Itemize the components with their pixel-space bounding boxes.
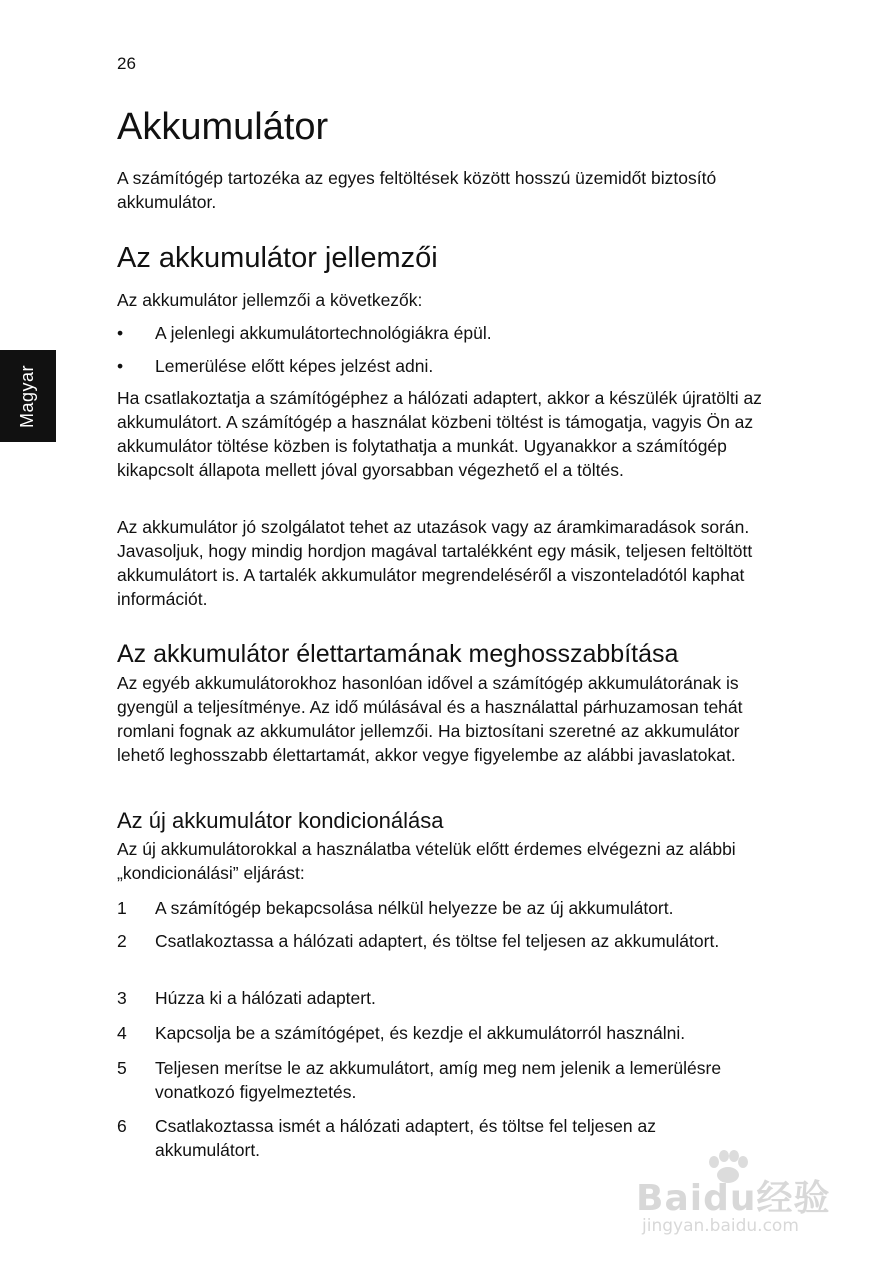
step-number: 6 bbox=[117, 1116, 127, 1136]
language-label: Magyar bbox=[17, 364, 38, 428]
bullet-marker: • bbox=[117, 323, 124, 343]
step-number: 1 bbox=[117, 898, 127, 918]
bullet-text: A jelenlegi akkumulátortechnológiákra épül. bbox=[155, 323, 492, 343]
page-number: 26 bbox=[117, 54, 136, 73]
section-heading-lifetime: Az akkumulátor élettartamának meghosszabbítása bbox=[117, 640, 679, 668]
step-text: Csatlakoztassa ismét a hálózati adaptert, és töltse fel teljesen az akkumulátort. bbox=[155, 1116, 656, 1160]
intro-paragraph: A számítógép tartozéka az egyes feltöltések között hosszú üzemidőt biztosító akkumulátor. bbox=[117, 168, 717, 212]
step-number: 4 bbox=[117, 1023, 127, 1043]
page-title: Akkumulátor bbox=[117, 106, 329, 148]
step-text: A számítógép bekapcsolása nélkül helyezze be az új akkumulátort. bbox=[155, 898, 674, 918]
watermark-logo: Baidu经验 bbox=[636, 1178, 831, 1219]
section-heading-features: Az akkumulátor jellemzői bbox=[117, 242, 438, 274]
step-text: Csatlakoztassa a hálózati adaptert, és töltse fel teljesen az akkumulátort. bbox=[155, 931, 720, 951]
step-text: Kapcsolja be a számítógépet, és kezdje el akkumulátorról használni. bbox=[155, 1023, 686, 1043]
baidu-watermark bbox=[636, 1150, 846, 1250]
step-number: 5 bbox=[117, 1058, 127, 1078]
language-side-tab bbox=[0, 350, 56, 442]
features-lead: Az akkumulátor jellemzői a következők: bbox=[117, 290, 423, 310]
step-number: 2 bbox=[117, 931, 127, 951]
step-text: Húzza ki a hálózati adaptert. bbox=[155, 988, 376, 1008]
watermark-url: jingyan.baidu.com bbox=[642, 1216, 799, 1236]
charging-paragraph: Ha csatlakoztatja a számítógéphez a hálózati adaptert, akkor a készülék újratölti az akkumulátort. A számítógép a használat közbeni töltést is támogatja, vagyis Ön az akkumulátor töltése közben is folytathatja a munkát. Ugyanakkor a számítógép kikapcsolt állapota mellett jóval gyorsabban végezhető el a töltés. bbox=[117, 388, 762, 480]
conditioning-lead: Az új akkumulátorokkal a használatba vételük előtt érdemes elvégezni az alábbi „kondicionálási” eljárást: bbox=[117, 839, 736, 883]
lifetime-paragraph: Az egyéb akkumulátorokhoz hasonlóan idővel a számítógép akkumulátorának is gyengül a teljesítménye. Az idő múlásával és a használattal párhuzamosan tehát romlani fognak az akkumulátor jellemzői. Ha biztosítani szeretné az akkumulátor lehető leghosszabb élettartamát, akkor vegye figyelembe az alábbi javaslatokat. bbox=[117, 673, 743, 765]
spare-battery-paragraph: Az akkumulátor jó szolgálatot tehet az utazások vagy az áramkimaradások során. Javasoljuk, hogy mindig hordjon magával tartalékként egy másik, teljesen feltöltött akkumulátort is. A tartalék akkumulátor megrendeléséről a viszonteladótól kaphat információt. bbox=[117, 517, 753, 609]
section-heading-conditioning: Az új akkumulátor kondicionálása bbox=[117, 808, 444, 833]
bullet-text: Lemerülése előtt képes jelzést adni. bbox=[155, 356, 434, 376]
step-number: 3 bbox=[117, 988, 127, 1008]
step-text: Teljesen merítse le az akkumulátort, amíg meg nem jelenik a lemerülésre vonatkozó figyelmeztetés. bbox=[155, 1058, 722, 1102]
bullet-marker: • bbox=[117, 356, 124, 376]
